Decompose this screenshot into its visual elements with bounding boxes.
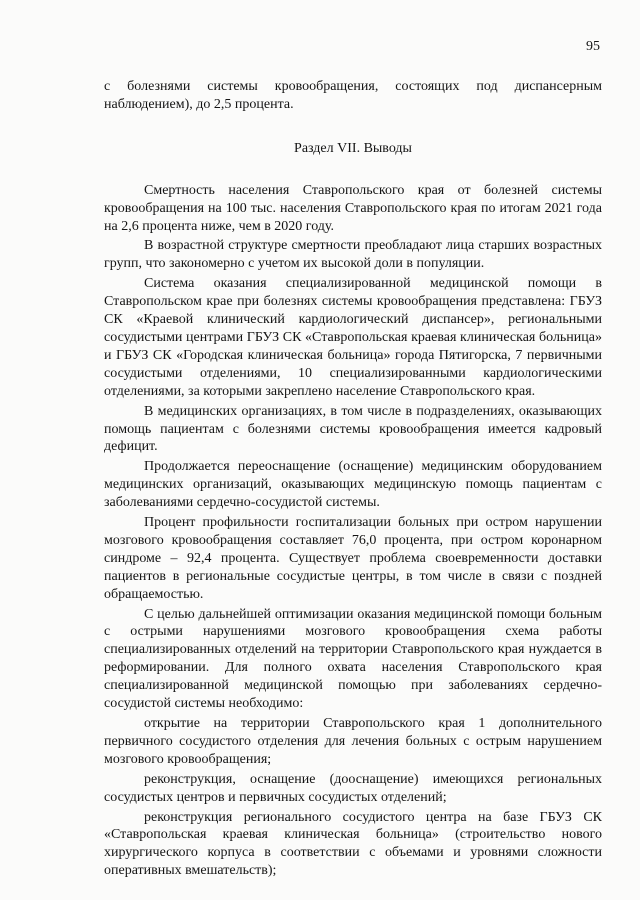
- paragraph: Смертность населения Ставропольского края от болезней системы кровообращения на 100 тыс. населения Ставропольского края по итогам 2021 года на 2,6 процента ниже, чем в 2020 году.: [104, 182, 602, 234]
- paragraph: Процент профильности госпитализации больных при остром нарушении мозгового кровообращения составляет 76,0 процента, при остром коронарном синдроме – 92,4 процента. Существует проблема своевременности доставки пациентов в региональные сосудистые центры, в том числе в связи с поздней обращаемостью.: [104, 515, 602, 602]
- list-item-paragraph: открытие на территории Ставропольского края 1 дополнительного первичного сосудистого отделения для лечения больных с острым нарушением мозгового кровообращения;: [104, 716, 602, 767]
- continuation-paragraph: с болезнями системы кровообращения, состоящих под диспансерным наблюдением), до 2,5 процента.: [104, 79, 602, 112]
- paragraph: В медицинских организациях, в том числе в подразделениях, оказывающих помощь пациентам с болезнями системы кровообращения имеется кадровый дефицит.: [104, 403, 602, 455]
- page-number: 95: [586, 39, 600, 54]
- paragraph: В возрастной структуре смертности преобладают лица старших возрастных групп, что закономерно с учетом их высокой доли в популяции.: [104, 238, 602, 272]
- list-item-paragraph: реконструкция регионального сосудистого центра на базе ГБУЗ СК «Ставропольская краевая клиническая больница» (строительство нового хирургического корпуса в соответствии с объемами и уровнями сложности оперативных вмешательств);: [104, 809, 602, 879]
- page-content: [104, 78, 602, 882]
- paragraph: Продолжается переоснащение (оснащение) медицинским оборудованием медицинских организаций, оказывающих медицинскую помощь пациентам с заболеваниями сердечно-сосудистой системы.: [104, 459, 602, 511]
- paragraph: Система оказания специализированной медицинской помощи в Ставропольском крае при болезнях системы кровообращения представлена: ГБУЗ СК «Краевой клинический кардиологический диспансер», региональными сосудистыми центрами ГБУЗ СК «Ставропольская краевая клиническая больница» и ГБУЗ СК «Городская клиническая больница» города Пятигорска, 7 первичными сосудистыми отделениями, 10 специализированными кардиологическими отделениями, за которыми закреплено население Ставропольского края.: [104, 276, 602, 399]
- section-heading: Раздел VII. Выводы: [294, 140, 412, 156]
- paragraph: С целью дальнейшей оптимизации оказания медицинской помощи больным с острыми нарушениями мозгового кровообращения схема работы специализированных отделений на территории Ставропольского края нуждается в реформировании. Для полного охвата населения Ставропольского края специализированной медицинской помощью при заболеваниях сердечно-сосудистой системы необходимо:: [104, 606, 602, 712]
- list-item-paragraph: реконструкция, оснащение (дооснащение) имеющихся региональных сосудистых центров и первичных сосудистых отделений;: [104, 771, 602, 805]
